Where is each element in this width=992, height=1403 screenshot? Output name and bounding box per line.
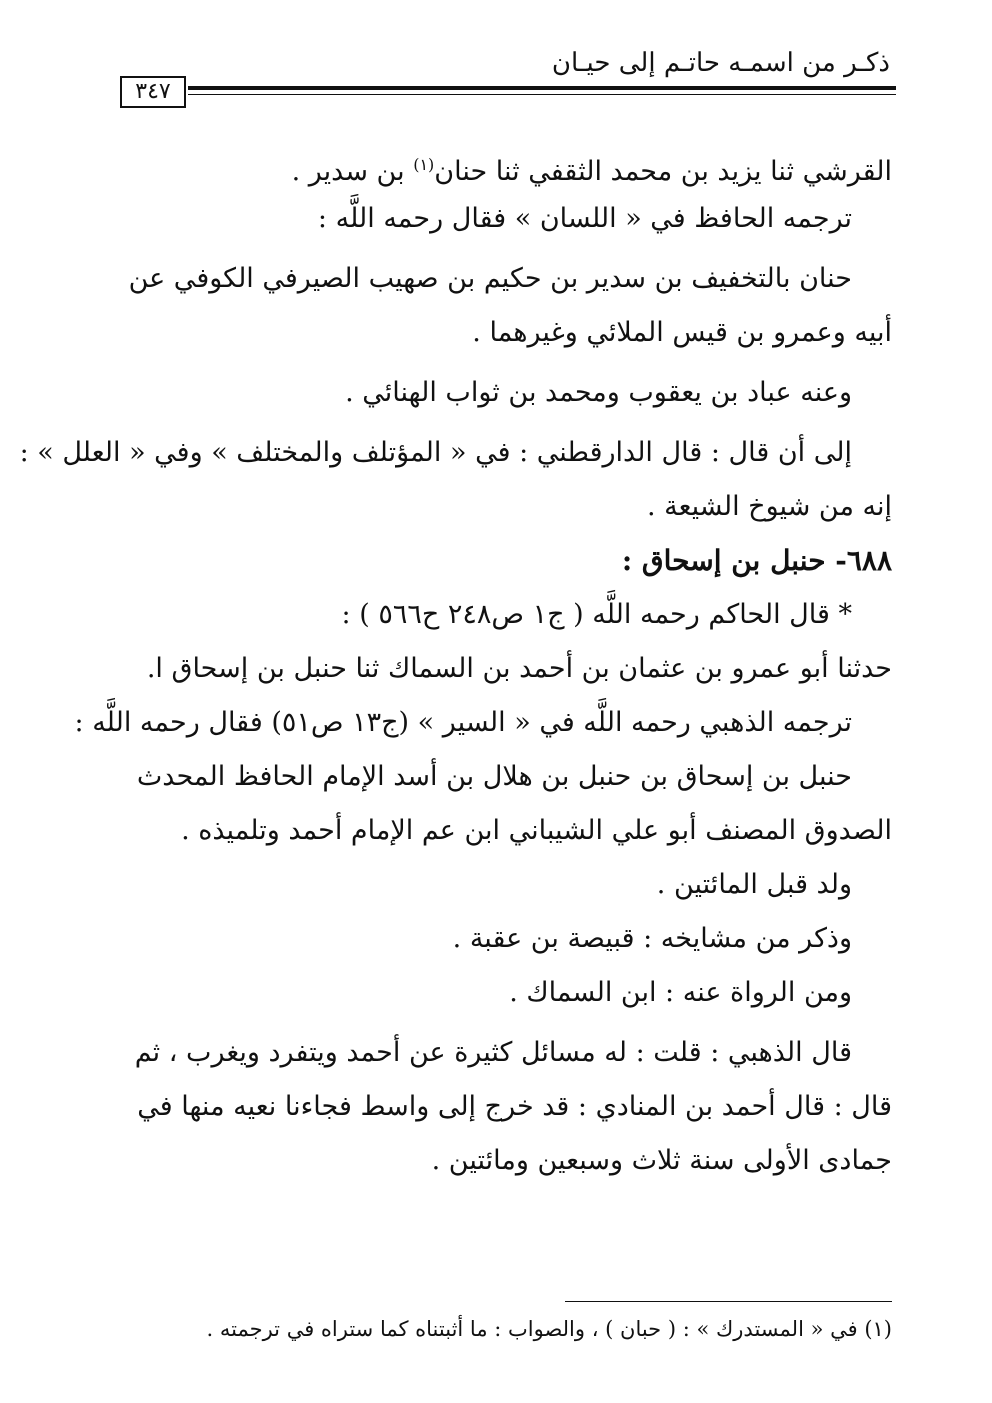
text-line: حدثنا أبو عمرو بن عثمان بن أحمد بن السماك ثنا حنبل بن إسحاق ا. (146, 653, 892, 684)
text-line-part: القرشي ثنا يزيد بن محمد الثقفي ثنا حنان (434, 156, 892, 187)
text-line: ومن الرواة عنه : ابن السماك . (509, 977, 852, 1008)
entry-heading: ٦٨٨- حنبل بن إسحاق : (621, 544, 892, 577)
text-line: إنه من شيوخ الشيعة . (646, 491, 892, 522)
text-line: الصدوق المصنف أبو علي الشيباني ابن عم الإمام أحمد وتلميذه . (181, 815, 892, 846)
text-line-part: بن سدير . (291, 156, 405, 187)
text-line: ولد قبل المائتين . (656, 869, 852, 900)
footnote-rule (565, 1301, 892, 1302)
footnote: (١) في « المستدرك » : ( حبان ) ، والصواب : ما أثبتناه كما ستراه في ترجمته . (206, 1317, 892, 1341)
text-line: قال الذهبي : قلت : له مسائل كثيرة عن أحمد ويتفرد ويغرب ، ثم (134, 1037, 852, 1068)
text-line: إلى أن قال : قال الدارقطني : في « المؤتلف والمختلف » وفي « العلل » : (19, 437, 852, 468)
text-line: وعنه عباد بن يعقوب ومحمد بن ثواب الهنائي . (345, 377, 852, 408)
text-line: وذكر من مشايخه : قبيصة بن عقبة . (452, 923, 852, 954)
text-line: قال : قال أحمد بن المنادي : قد خرج إلى واسط فجاءنا نعيه منها في (137, 1091, 892, 1122)
text-line: ترجمه الحافظ في « اللسان » فقال رحمه اللَّه : (317, 203, 852, 234)
header-rule-thick (188, 86, 896, 90)
text-line: ترجمه الذهبي رحمه اللَّه في « السير » (ج١٣ ص٥١) فقال رحمه اللَّه : (74, 707, 852, 738)
header-rule-thin (188, 94, 896, 95)
body-text (19, 138, 892, 1188)
running-title: ذكـر من اسمـه حاتـم إلى حيـان (551, 48, 890, 78)
text-line: حنان بالتخفيف بن سدير بن حكيم بن صهيب الصيرفي الكوفي عن (128, 263, 852, 294)
text-line: أبيه وعمرو بن قيس الملائي وغيرهما . (472, 317, 892, 348)
text-line (110, 138, 892, 192)
footnote-marker: (١) (413, 155, 435, 174)
text-line: حنبل بن إسحاق بن حنبل بن هلال بن أسد الإمام الحافظ المحدث (136, 761, 852, 792)
text-line: جمادى الأولى سنة ثلاث وسبعين ومائتين . (431, 1145, 892, 1176)
page-number: ٣٤٧ (120, 76, 186, 108)
text-line: * قال الحاكم رحمه اللَّه ( ج١ ص٢٤٨ ح٥٦٦ ) : (341, 599, 852, 630)
